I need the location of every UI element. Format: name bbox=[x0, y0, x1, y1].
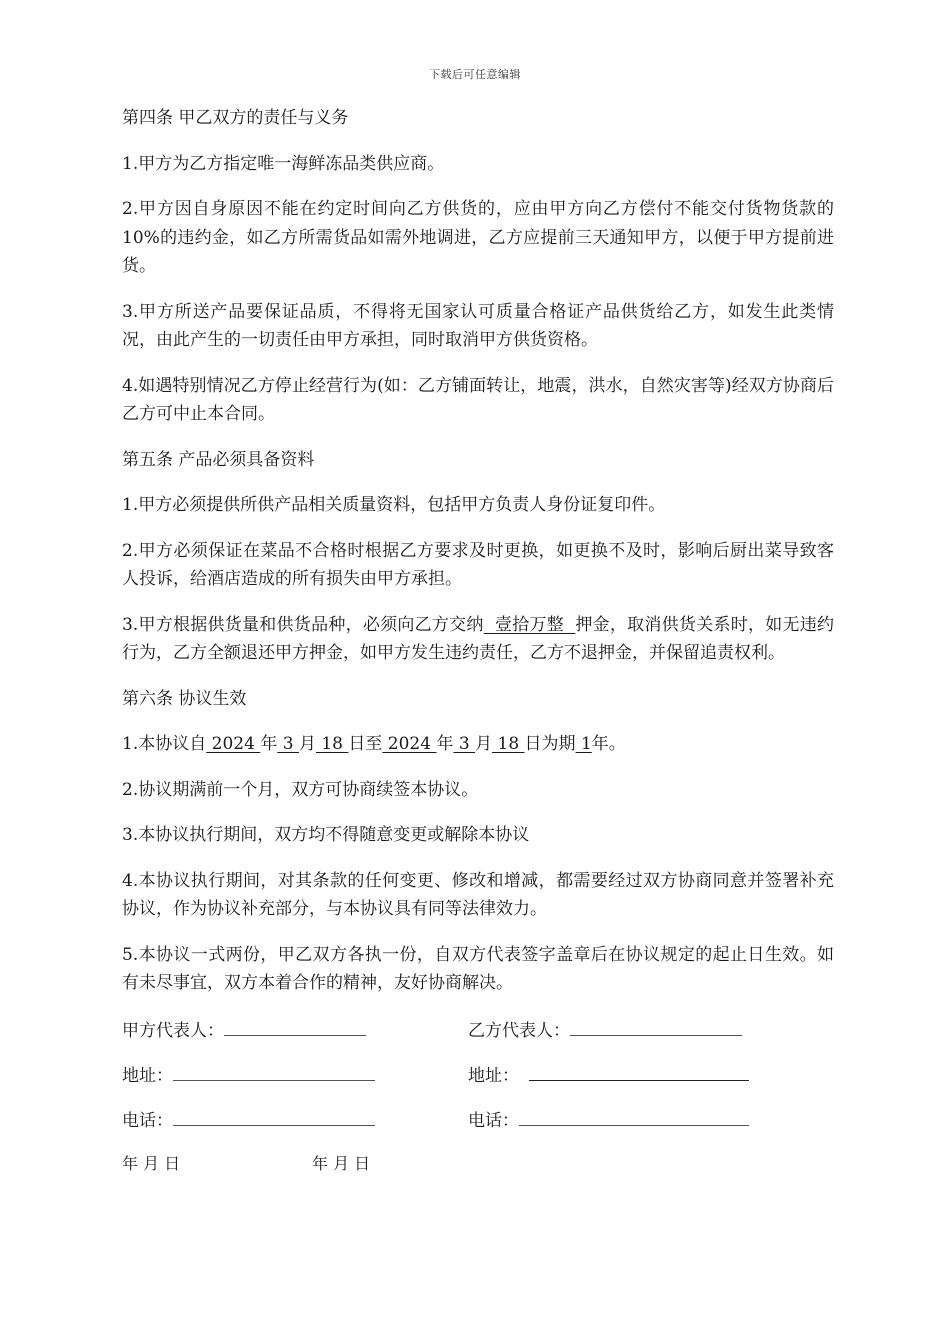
address-b-blank[interactable] bbox=[529, 1060, 749, 1081]
section-4-item-3: 3.甲方所送产品要保证品质，不得将无国家认可质量合格证产品供货给乙方，如发生此类情况，由此产生的一切责任由甲方承担，同时取消甲方供货资格。 bbox=[122, 301, 834, 350]
section-4-item-2: 2.甲方因自身原因不能在约定时间向乙方供货的，应由甲方向乙方偿付不能交付货物货款的10%的违约金，如乙方所需货品如需外地调进，乙方应提前三天通知甲方，以便于甲方提前进货。 bbox=[122, 199, 834, 276]
term-start-year: 2024 bbox=[206, 734, 261, 754]
party-b-rep-blank[interactable] bbox=[570, 1015, 742, 1036]
party-a-rep-label: 甲方代表人： bbox=[122, 1020, 224, 1041]
term-year-label: 年 bbox=[260, 734, 278, 754]
term-start-day: 18 bbox=[315, 734, 349, 754]
address-a-label: 地址： bbox=[122, 1065, 173, 1086]
party-a-rep-blank[interactable] bbox=[224, 1015, 366, 1036]
section-6-heading: 第六条 协议生效 bbox=[122, 688, 247, 709]
signature-rep-row bbox=[122, 1015, 834, 1043]
term-end-month: 3 bbox=[453, 734, 476, 754]
deposit-text-after: 押金，取消供货关系时，如无违约行为，乙方全额退还甲方押金，如甲方发生违约责任，乙方不退押金，并保留追责权利。 bbox=[122, 614, 835, 663]
phone-a-label: 电话： bbox=[122, 1110, 173, 1131]
address-b-label: 地址： bbox=[468, 1065, 519, 1086]
phone-b-blank[interactable] bbox=[519, 1105, 749, 1126]
signature-phone-row bbox=[122, 1105, 834, 1133]
signature-date-row bbox=[122, 1150, 834, 1178]
section-5-item-3 bbox=[122, 611, 834, 668]
term-period-label: 日为期 bbox=[524, 734, 576, 754]
section-5-item-2: 2.甲方必须保证在菜品不合格时根据乙方要求及时更换，如更换不及时，影响后厨出菜导致客人投诉，给酒店造成的所有损失由甲方承担。 bbox=[122, 540, 834, 589]
section-6-item-1-term bbox=[122, 730, 834, 759]
term-month-label-2: 月 bbox=[475, 734, 493, 754]
header-note: 下载后可任意编辑 bbox=[429, 68, 521, 81]
term-end-year: 2024 bbox=[382, 734, 437, 754]
phone-b-label: 电话： bbox=[468, 1110, 519, 1131]
party-b-rep-label: 乙方代表人： bbox=[468, 1020, 570, 1041]
term-prefix: 1.本协议自 bbox=[122, 734, 207, 754]
term-start-month: 3 bbox=[277, 734, 299, 754]
section-6-item-3: 3.本协议执行期间，双方均不得随意变更或解除本协议 bbox=[122, 825, 530, 845]
deposit-text-before: 3.甲方根据供货量和供货品种，必须向乙方交纳 bbox=[122, 614, 484, 635]
section-6-item-4: 4.本协议执行期间，对其条款的任何变更、修改和增减，都需要经过双方协商同意并签署补充协议，作为协议补充部分，与本协议具有同等法律效力。 bbox=[122, 870, 834, 919]
section-6-item-2: 2.协议期满前一个月，双方可协商续签本协议。 bbox=[122, 779, 479, 800]
section-5-heading: 第五条 产品必须具备资料 bbox=[122, 449, 315, 470]
term-to-label: 日至 bbox=[348, 734, 383, 754]
section-4-item-4: 4.如遇特别情况乙方停止经营行为(如：乙方铺面转让，地震，洪水，自然灾害等)经双方协商后乙方可中止本合同。 bbox=[122, 375, 834, 424]
contract-body bbox=[122, 104, 834, 1178]
term-suffix: 年。 bbox=[591, 734, 626, 754]
date-b: 年 月 日 bbox=[312, 1153, 371, 1173]
term-year-label-2: 年 bbox=[436, 734, 454, 754]
signature-address-row bbox=[122, 1060, 834, 1088]
section-4-item-1: 1.甲方为乙方指定唯一海鲜冻品类供应商。 bbox=[122, 153, 445, 174]
address-a-blank[interactable] bbox=[173, 1060, 375, 1081]
section-5-item-1: 1.甲方必须提供所供产品相关质量资料，包括甲方负责人身份证复印件。 bbox=[122, 495, 666, 515]
term-month-label: 月 bbox=[298, 734, 316, 754]
deposit-amount: 壹拾万整 bbox=[483, 614, 576, 635]
date-a: 年 月 日 bbox=[122, 1153, 181, 1173]
section-6-item-5: 5.本协议一式两份，甲乙双方各执一份，自双方代表签字盖章后在协议规定的起止日生效。如有未尽事宜，双方本着合作的精神，友好协商解决。 bbox=[122, 944, 834, 993]
term-end-day: 18 bbox=[492, 734, 525, 754]
section-4-heading: 第四条 甲乙双方的责任与义务 bbox=[122, 108, 349, 128]
phone-a-blank[interactable] bbox=[173, 1105, 375, 1126]
term-years: 1 bbox=[575, 734, 592, 754]
